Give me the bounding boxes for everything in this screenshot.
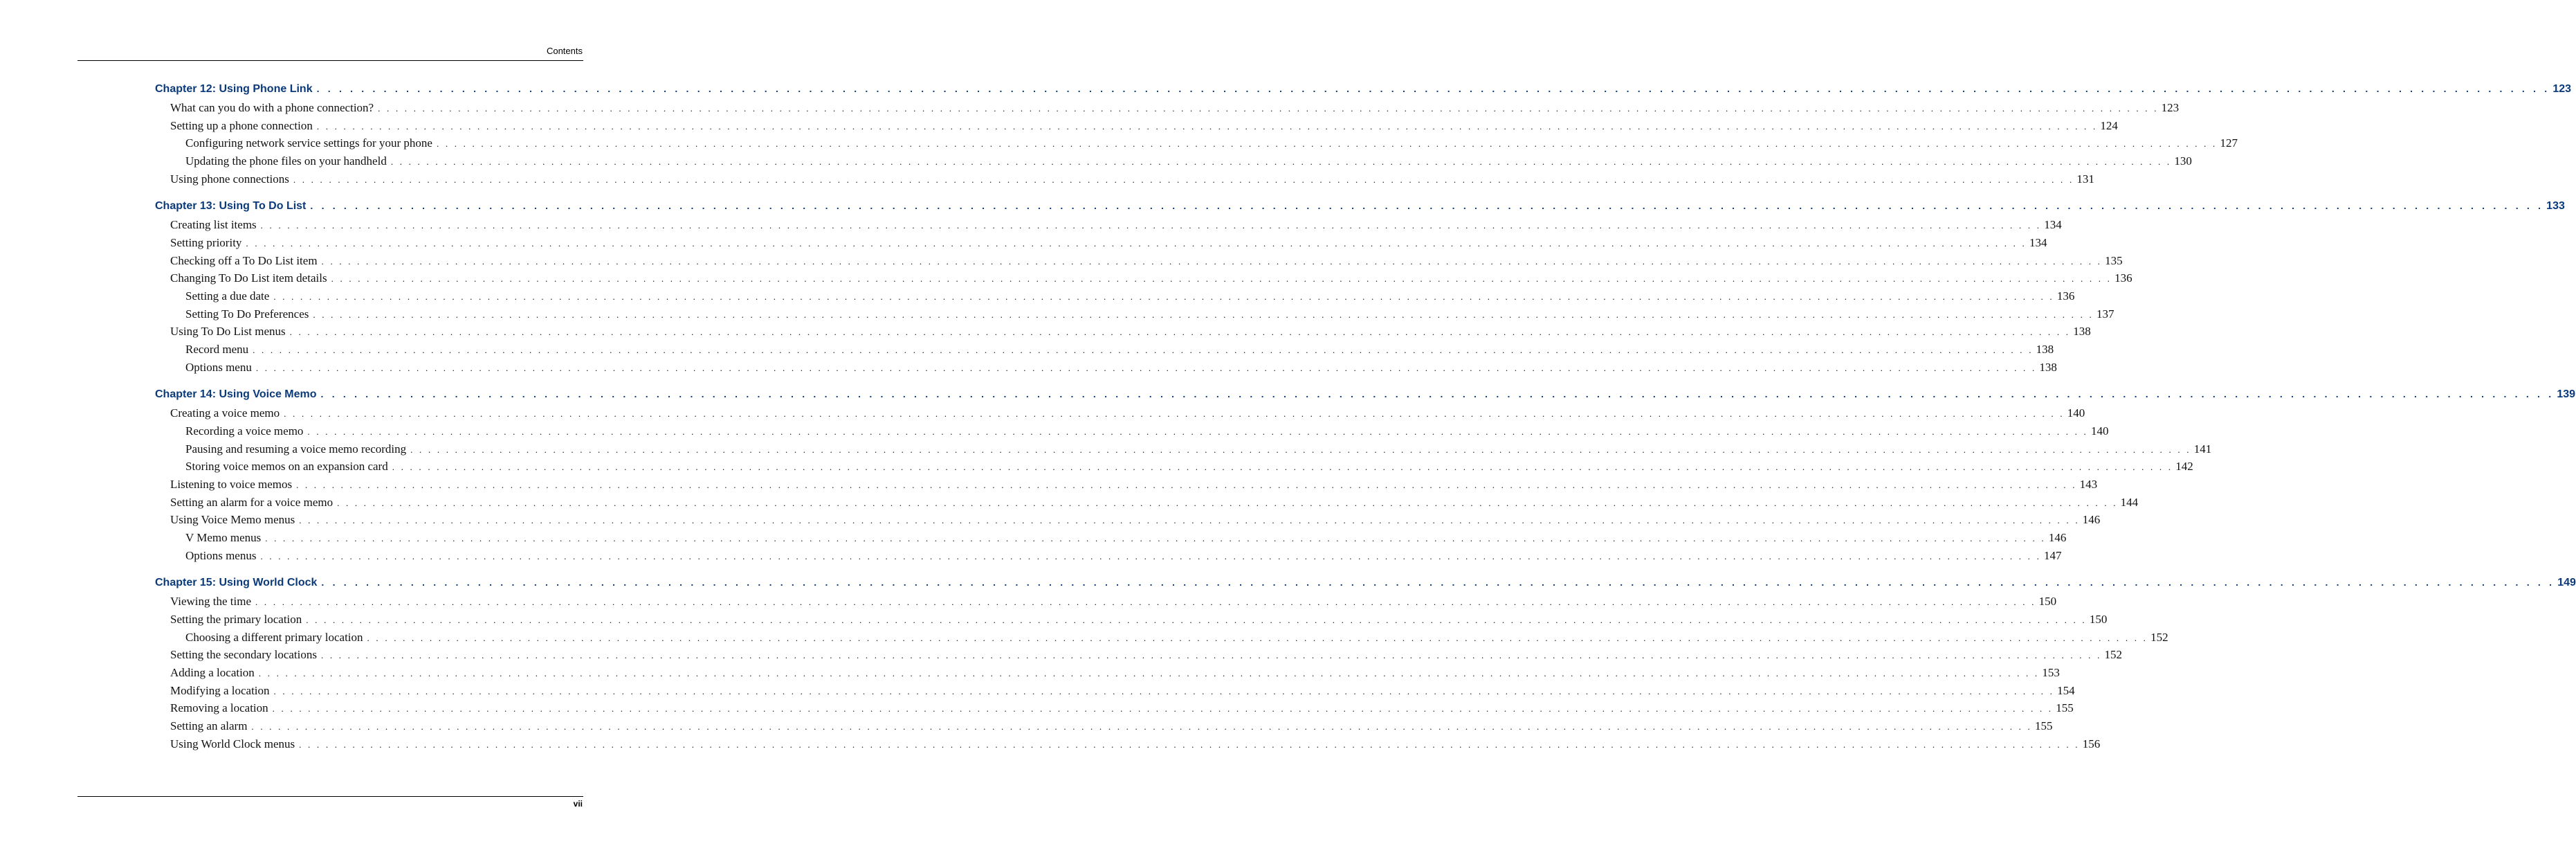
toc-entry-page: 142 (2175, 460, 2193, 473)
toc-entry-title: Using To Do List menus (170, 325, 286, 338)
toc-entry[interactable] (170, 719, 2053, 735)
toc-entry[interactable] (170, 236, 2047, 251)
toc-entry-title: Storing voice memos on an expansion card (185, 460, 388, 473)
toc-entry-title: Setting To Do Preferences (185, 307, 309, 321)
dot-leader: . . . . . . . . . . . . . . . . . . . . . . . . . . . . . . . . . . . . . . . . . . . . . . . . . . . . . . . . . . . . . . . . . . . . . . . . . . . . . . . . . . . . . . . . . . . . . . . . . . . . . . . . . . . . . . . . . . . . . . . . . . . . . . . . . . . . . . . . . . . . . . . . . . . . . . . . . . . . . . . . . . . . . . . . . . . . . . . . . . . . . . . . . . . . . . . . . . . . . . . . (320, 650, 2102, 660)
toc-entry-page: 135 (2105, 254, 2123, 267)
toc-entry-page: 140 (2090, 424, 2109, 438)
toc-entry[interactable] (185, 424, 2109, 440)
dot-leader: . . . . . . . . . . . . . . . . . . . . . . . . . . . . . . . . . . . . . . . . . . . . . . . . . . . . . . . . . . . . . . . . . . . . . . . . . . . . . . . . . . . . . . . . . . . . . . . . . . . . . . . . . . . . . . . . . . . . . . . . . . . . . . . . . . . . . . . . . . . . . . . . . . . . . . . . . . . . . . . . . . . . . . . . . . . . . . . . . . . . . . . . . . . . . . . . . . . . . . . . (251, 721, 2032, 732)
toc-entry-page: 144 (2120, 496, 2139, 509)
page-number: vii (573, 799, 583, 809)
toc-entry-page: 134 (2029, 236, 2047, 249)
dot-leader: . . . . . . . . . . . . . . . . . . . . . . . . . . . . . . . . . . . . . . . . . . . . . . . . . . . . . . . . . . . . . . . . . . . . . . . . . . . . . . . . . . . . . . . . . . . . . . . . . . . . . . . . . . . . . . . . . . . . . . . . . . . . . . . . . . . . . . . . . . . . . . . . . . . . . . . . . . . . . . . . . . . . . . . . . . . . . . . . . . . . . . . . . . . . . . . . . . . . . . . . (260, 551, 2042, 561)
toc-entry-page: 136 (2056, 289, 2075, 303)
toc-entry-page: 152 (2150, 631, 2168, 644)
toc-entry[interactable] (170, 101, 2180, 116)
toc-entry-title: Adding a location (170, 666, 255, 679)
toc-entry[interactable] (170, 613, 2108, 628)
toc-entry-page: 149 (2557, 577, 2576, 588)
toc-entry-title: Chapter 14: Using Voice Memo (155, 388, 317, 400)
toc-entry[interactable] (170, 648, 2123, 663)
dot-leader: . . . . . . . . . . . . . . . . . . . . . . . . . . . . . . . . . . . . . . . . . . . . . . . . . . . . . . . . . . . . . . . . . . . . . . . . . . . . . . . . . . . . . . . . . . . . . . . . . . . . . . . . . . . . . . . . . . . . . . . . . . . . . . . . . . . . . . . . . . . . . . . . . . . . . . . . . . . . . . . . . . . . . . . . . . . . . . . . . . . . . . . . . . . . . . . . . . . . . . . . (272, 703, 2054, 714)
toc-entry[interactable] (185, 136, 2238, 152)
toc-chapter-entry[interactable] (155, 200, 2565, 215)
toc-entry[interactable] (185, 343, 2054, 358)
toc-entry-page: 155 (2034, 719, 2053, 732)
dot-leader: . . . . . . . . . . . . . . . . . . . . . . . . . . . . . . . . . . . . . . . . . . . . . . . . . . . . . . . . . . . . . . . . . . . . . . . . . . . . . . . . . . . . . . . . . . . . . . . . . . . . . . . . . . . . . . . . . . . . . . . . . . . . . . . . . . . . . . . . . . . . . . . . . . . . . . . . . . . . . . . . . . . . . . . . . . . . . . . . . . . . . . . . . . . . . . . . . . . . . . . . (316, 83, 2550, 94)
toc-chapter-entry[interactable] (155, 577, 2576, 592)
toc-entry[interactable] (170, 496, 2139, 511)
dot-leader: . . . . . . . . . . . . . . . . . . . . . . . . . . . . . . . . . . . . . . . . . . . . . . . . . . . . . . . . . . . . . . . . . . . . . . . . . . . . . . . . . . . . . . . . . . . . . . . . . . . . . . . . . . . . . . . . . . . . . . . . . . . . . . . . . . . . . . . . . . . . . . . . . . . . . . . . . . . . . . . . . . . . . . . . . . . . . . . . . . . . . . . . . . . . . . . . . . . . . . . . (410, 444, 2191, 455)
dot-leader: . . . . . . . . . . . . . . . . . . . . . . . . . . . . . . . . . . . . . . . . . . . . . . . . . . . . . . . . . . . . . . . . . . . . . . . . . . . . . . . . . . . . . . . . . . . . . . . . . . . . . . . . . . . . . . . . . . . . . . . . . . . . . . . . . . . . . . . . . . . . . . . . . . . . . . . . . . . . . . . . . . . . . . . . . . . . . . . . . . . . . . . . . . . . . . . . . . . . . . . . (255, 597, 2036, 607)
dot-leader: . . . . . . . . . . . . . . . . . . . . . . . . . . . . . . . . . . . . . . . . . . . . . . . . . . . . . . . . . . . . . . . . . . . . . . . . . . . . . . . . . . . . . . . . . . . . . . . . . . . . . . . . . . . . . . . . . . . . . . . . . . . . . . . . . . . . . . . . . . . . . . . . . . . . . . . . . . . . . . . . . . . . . . . . . . . . . . . . . . . . . . . . . . . . . . . . . . . . . . . . (367, 633, 2148, 643)
dot-leader: . . . . . . . . . . . . . . . . . . . . . . . . . . . . . . . . . . . . . . . . . . . . . . . . . . . . . . . . . . . . . . . . . . . . . . . . . . . . . . . . . . . . . . . . . . . . . . . . . . . . . . . . . . . . . . . . . . . . . . . . . . . . . . . . . . . . . . . . . . . . . . . . . . . . . . . . . . . . . . . . . . . . . . . . . . . . . . . . . . . . . . . . . . . . . . . . . . . . . . . . (296, 480, 2077, 490)
toc-entry-page: 143 (2079, 478, 2098, 491)
toc-entry-page: 138 (2039, 361, 2057, 374)
toc-chapter-entry[interactable] (155, 83, 2572, 98)
dot-leader: . . . . . . . . . . . . . . . . . . . . . . . . . . . . . . . . . . . . . . . . . . . . . . . . . . . . . . . . . . . . . . . . . . . . . . . . . . . . . . . . . . . . . . . . . . . . . . . . . . . . . . . . . . . . . . . . . . . . . . . . . . . . . . . . . . . . . . . . . . . . . . . . . . . . . . . . . . . . . . . . . . . . . . . . . . . . . . . . . . . . . . . . . . . . . . . . . . . . . . . . (265, 533, 2046, 543)
dot-leader: . . . . . . . . . . . . . . . . . . . . . . . . . . . . . . . . . . . . . . . . . . . . . . . . . . . . . . . . . . . . . . . . . . . . . . . . . . . . . . . . . . . . . . . . . . . . . . . . . . . . . . . . . . . . . . . . . . . . . . . . . . . . . . . . . . . . . . . . . . . . . . . . . . . . . . . . . . . . . . . . . . . . . . . . . . . . . . . . . . . . . . . . . . . . . . . . . . . . . . . . (273, 291, 2054, 302)
dot-leader: . . . . . . . . . . . . . . . . . . . . . . . . . . . . . . . . . . . . . . . . . . . . . . . . . . . . . . . . . . . . . . . . . . . . . . . . . . . . . . . . . . . . . . . . . . . . . . . . . . . . . . . . . . . . . . . . . . . . . . . . . . . . . . . . . . . . . . . . . . . . . . . . . . . . . . . . . . . . . . . . . . . . . . . . . . . . . . . . . . . . . . . . . . . . . . . . . . . . . . . . (313, 309, 2094, 320)
dot-leader: . . . . . . . . . . . . . . . . . . . . . . . . . . . . . . . . . . . . . . . . . . . . . . . . . . . . . . . . . . . . . . . . . . . . . . . . . . . . . . . . . . . . . . . . . . . . . . . . . . . . . . . . . . . . . . . . . . . . . . . . . . . . . . . . . . . . . . . . . . . . . . . . . . . . . . . . . . . . . . . . . . . . . . . . . . . . . . . . . . . . . . . . . . . . . . . . . . . . . . . . (378, 103, 2159, 114)
toc-entry-title: Setting an alarm (170, 719, 248, 732)
toc-chapter-entry[interactable] (155, 388, 2576, 404)
toc-entry-page: 130 (2174, 154, 2192, 168)
toc-entry-page: 123 (2161, 101, 2180, 114)
toc-entry-title: Options menu (185, 361, 252, 374)
toc-entry-page: 139 (2557, 388, 2576, 400)
toc-entry-page: 124 (2100, 119, 2118, 132)
toc-entry-page: 154 (2057, 684, 2075, 697)
toc-entry-page: 156 (2082, 737, 2101, 750)
toc-entry-page: 146 (2082, 513, 2101, 526)
dot-leader: . . . . . . . . . . . . . . . . . . . . . . . . . . . . . . . . . . . . . . . . . . . . . . . . . . . . . . . . . . . . . . . . . . . . . . . . . . . . . . . . . . . . . . . . . . . . . . . . . . . . . . . . . . . . . . . . . . . . . . . . . . . . . . . . . . . . . . . . . . . . . . . . . . . . . . . . . . . . . . . . . . . . . . . . . . . . . . . . . . . . . . . . . . . . . . . . . . . . . . . . (436, 138, 2218, 149)
toc-entry-page: 150 (2038, 595, 2057, 608)
dot-leader: . . . . . . . . . . . . . . . . . . . . . . . . . . . . . . . . . . . . . . . . . . . . . . . . . . . . . . . . . . . . . . . . . . . . . . . . . . . . . . . . . . . . . . . . . . . . . . . . . . . . . . . . . . . . . . . . . . . . . . . . . . . . . . . . . . . . . . . . . . . . . . . . . . . . . . . . . . . . . . . . . . . . . . . . . . . . . . . . . . . . . . . . . . . . . . . . . . . . . . . . (289, 327, 2071, 337)
toc-entry-title: Listening to voice memos (170, 478, 293, 491)
dot-leader: . . . . . . . . . . . . . . . . . . . . . . . . . . . . . . . . . . . . . . . . . . . . . . . . . . . . . . . . . . . . . . . . . . . . . . . . . . . . . . . . . . . . . . . . . . . . . . . . . . . . . . . . . . . . . . . . . . . . . . . . . . . . . . . . . . . . . . . . . . . . . . . . . . . . . . . . . . . . . . . . . . . . . . . . . . . . . . . . . . . . . . . . . . . . . . . . . . . . . . . . (392, 462, 2173, 472)
toc-entry-title: Setting an alarm for a voice memo (170, 496, 334, 509)
dot-leader: . . . . . . . . . . . . . . . . . . . . . . . . . . . . . . . . . . . . . . . . . . . . . . . . . . . . . . . . . . . . . . . . . . . . . . . . . . . . . . . . . . . . . . . . . . . . . . . . . . . . . . . . . . . . . . . . . . . . . . . . . . . . . . . . . . . . . . . . . . . . . . . . . . . . . . . . . . . . . . . . . . . . . . . . . . . . . . . . . . . . . . . . . . . . . . . . . . . . . . . . (260, 220, 2042, 231)
toc-entry[interactable] (170, 406, 2085, 422)
toc-entry[interactable] (185, 361, 2057, 376)
toc-entry[interactable] (185, 307, 2114, 323)
toc-entry-title: Chapter 13: Using To Do List (155, 200, 307, 212)
toc-entry[interactable] (185, 549, 2062, 564)
toc-entry[interactable] (185, 460, 2193, 475)
dot-leader: . . . . . . . . . . . . . . . . . . . . . . . . . . . . . . . . . . . . . . . . . . . . . . . . . . . . . . . . . . . . . . . . . . . . . . . . . . . . . . . . . . . . . . . . . . . . . . . . . . . . . . . . . . . . . . . . . . . . . . . . . . . . . . . . . . . . . . . . . . . . . . . . . . . . . . . . . . . . . . . . . . . . . . . . . . . . . . . . . . . . . . . . . . . . . . . . . . . . . . . . (273, 686, 2055, 696)
toc-entry-title: Pausing and resuming a voice memo recording (185, 442, 407, 456)
footer-rule (77, 796, 583, 797)
toc-entry[interactable] (170, 271, 2132, 287)
toc-entry-page: 133 (2546, 200, 2565, 212)
toc-entry[interactable] (185, 531, 2067, 546)
toc-entry-title: Chapter 12: Using Phone Link (155, 83, 313, 95)
toc-entry-title: Updating the phone files on your handheld (185, 154, 387, 168)
toc-entry-page: 153 (2042, 666, 2060, 679)
toc-entry-page: 131 (2076, 172, 2094, 186)
toc-entry-title: Viewing the time (170, 595, 252, 608)
toc-entry[interactable] (170, 684, 2075, 699)
toc-entry-page: 155 (2056, 701, 2074, 714)
toc-entry-page: 150 (2089, 613, 2108, 626)
toc-entry-title: Setting up a phone connection (170, 119, 313, 132)
toc-entry-title: Setting the secondary locations (170, 648, 317, 661)
header-rule (77, 60, 583, 61)
dot-leader: . . . . . . . . . . . . . . . . . . . . . . . . . . . . . . . . . . . . . . . . . . . . . . . . . . . . . . . . . . . . . . . . . . . . . . . . . . . . . . . . . . . . . . . . . . . . . . . . . . . . . . . . . . . . . . . . . . . . . . . . . . . . . . . . . . . . . . . . . . . . . . . . . . . . . . . . . . . . . . . . . . . . . . . . . . . . . . . . . . . . . . . . . . . . . . . . . . . . . . . . (331, 273, 2112, 284)
dot-leader: . . . . . . . . . . . . . . . . . . . . . . . . . . . . . . . . . . . . . . . . . . . . . . . . . . . . . . . . . . . . . . . . . . . . . . . . . . . . . . . . . . . . . . . . . . . . . . . . . . . . . . . . . . . . . . . . . . . . . . . . . . . . . . . . . . . . . . . . . . . . . . . . . . . . . . . . . . . . . . . . . . . . . . . . . . . . . . . . . . . . . . . . . . . . . . . . . . . . . . . . (253, 345, 2034, 355)
dot-leader: . . . . . . . . . . . . . . . . . . . . . . . . . . . . . . . . . . . . . . . . . . . . . . . . . . . . . . . . . . . . . . . . . . . . . . . . . . . . . . . . . . . . . . . . . . . . . . . . . . . . . . . . . . . . . . . . . . . . . . . . . . . . . . . . . . . . . . . . . . . . . . . . . . . . . . . . . . . . . . . . . . . . . . . . . . . . . . . . . . . . . . . . . . . . . . . . . . . . . . . . (310, 200, 2544, 211)
toc-entry-title: Checking off a To Do List item (170, 254, 318, 267)
toc-entry[interactable] (170, 595, 2057, 610)
dot-leader: . . . . . . . . . . . . . . . . . . . . . . . . . . . . . . . . . . . . . . . . . . . . . . . . . . . . . . . . . . . . . . . . . . . . . . . . . . . . . . . . . . . . . . . . . . . . . . . . . . . . . . . . . . . . . . . . . . . . . . . . . . . . . . . . . . . . . . . . . . . . . . . . . . . . . . . . . . . . . . . . . . . . . . . . . . . . . . . . . . . . . . . . . . . . . . . . . . . . . . . . (307, 426, 2088, 437)
dot-leader: . . . . . . . . . . . . . . . . . . . . . . . . . . . . . . . . . . . . . . . . . . . . . . . . . . . . . . . . . . . . . . . . . . . . . . . . . . . . . . . . . . . . . . . . . . . . . . . . . . . . . . . . . . . . . . . . . . . . . . . . . . . . . . . . . . . . . . . . . . . . . . . . . . . . . . . . . . . . . . . . . . . . . . . . . . . . . . . . . . . . . . . . . . . . . . . . . . . . . . . . (293, 174, 2074, 185)
toc-entry-title: Chapter 15: Using World Clock (155, 577, 318, 588)
toc-entry[interactable] (170, 701, 2074, 717)
toc-entry-title: Choosing a different primary location (185, 631, 363, 644)
toc-entry-title: Setting a due date (185, 289, 270, 303)
toc-entry-title: Options menus (185, 549, 257, 562)
toc-entry-title: Using World Clock menus (170, 737, 295, 750)
toc-entry-page: 136 (2114, 271, 2132, 285)
toc-entry[interactable] (170, 737, 2101, 753)
dot-leader: . . . . . . . . . . . . . . . . . . . . . . . . . . . . . . . . . . . . . . . . . . . . . . . . . . . . . . . . . . . . . . . . . . . . . . . . . . . . . . . . . . . . . . . . . . . . . . . . . . . . . . . . . . . . . . . . . . . . . . . . . . . . . . . . . . . . . . . . . . . . . . . . . . . . . . . . . . . . . . . . . . . . . . . . . . . . . . . . . . . . . . . . . . . . . . . . . . . . . . . . (320, 388, 2555, 399)
dot-leader: . . . . . . . . . . . . . . . . . . . . . . . . . . . . . . . . . . . . . . . . . . . . . . . . . . . . . . . . . . . . . . . . . . . . . . . . . . . . . . . . . . . . . . . . . . . . . . . . . . . . . . . . . . . . . . . . . . . . . . . . . . . . . . . . . . . . . . . . . . . . . . . . . . . . . . . . . . . . . . . . . . . . . . . . . . . . . . . . . . . . . . . . . . . . . . . . . . . . . . . . (258, 668, 2040, 678)
toc-entry-page: 127 (2220, 136, 2238, 150)
toc-entry[interactable] (185, 154, 2192, 170)
toc-entry-title: Using Voice Memo menus (170, 513, 295, 526)
toc-entry-title: Setting priority (170, 236, 242, 249)
toc-entry[interactable] (170, 666, 2060, 681)
dot-leader: . . . . . . . . . . . . . . . . . . . . . . . . . . . . . . . . . . . . . . . . . . . . . . . . . . . . . . . . . . . . . . . . . . . . . . . . . . . . . . . . . . . . . . . . . . . . . . . . . . . . . . . . . . . . . . . . . . . . . . . . . . . . . . . . . . . . . . . . . . . . . . . . . . . . . . . . . . . . . . . . . . . . . . . . . . . . . . . . . . . . . . . . . . . . . . . . . . . . . . . . (337, 498, 2118, 508)
toc-entry[interactable] (185, 442, 2212, 458)
dot-leader: . . . . . . . . . . . . . . . . . . . . . . . . . . . . . . . . . . . . . . . . . . . . . . . . . . . . . . . . . . . . . . . . . . . . . . . . . . . . . . . . . . . . . . . . . . . . . . . . . . . . . . . . . . . . . . . . . . . . . . . . . . . . . . . . . . . . . . . . . . . . . . . . . . . . . . . . . . . . . . . . . . . . . . . . . . . . . . . . . . . . . . . . . . . . . . . . . . . . . . . . (316, 121, 2098, 132)
toc-entry-title: Configuring network service settings for your phone (185, 136, 432, 150)
toc-entry[interactable] (170, 513, 2101, 528)
toc-entry-title: Recording a voice memo (185, 424, 304, 438)
dot-leader: . . . . . . . . . . . . . . . . . . . . . . . . . . . . . . . . . . . . . . . . . . . . . . . . . . . . . . . . . . . . . . . . . . . . . . . . . . . . . . . . . . . . . . . . . . . . . . . . . . . . . . . . . . . . . . . . . . . . . . . . . . . . . . . . . . . . . . . . . . . . . . . . . . . . . . . . . . . . . . . . . . . . . . . . . . . . . . . . . . . . . . . . . . . . . . . . . . . . . . . . (299, 739, 2080, 750)
toc-entry-page: 123 (2552, 83, 2572, 95)
toc-entry-title: Creating list items (170, 218, 257, 231)
dot-leader: . . . . . . . . . . . . . . . . . . . . . . . . . . . . . . . . . . . . . . . . . . . . . . . . . . . . . . . . . . . . . . . . . . . . . . . . . . . . . . . . . . . . . . . . . . . . . . . . . . . . . . . . . . . . . . . . . . . . . . . . . . . . . . . . . . . . . . . . . . . . . . . . . . . . . . . . . . . . . . . . . . . . . . . . . . . . . . . . . . . . . . . . . . . . . . . . . . . . . . . . (306, 615, 2087, 625)
toc-entry[interactable] (170, 325, 2091, 340)
toc-entry-title: Modifying a location (170, 684, 270, 697)
toc-entry-page: 137 (2096, 307, 2114, 321)
toc-entry-title: Setting the primary location (170, 613, 302, 626)
toc-entry-title: What can you do with a phone connection? (170, 101, 374, 114)
dot-leader: . . . . . . . . . . . . . . . . . . . . . . . . . . . . . . . . . . . . . . . . . . . . . . . . . . . . . . . . . . . . . . . . . . . . . . . . . . . . . . . . . . . . . . . . . . . . . . . . . . . . . . . . . . . . . . . . . . . . . . . . . . . . . . . . . . . . . . . . . . . . . . . . . . . . . . . . . . . . . . . . . . . . . . . . . . . . . . . . . . . . . . . . . . . . . . . . . . . . . . . . (284, 408, 2065, 419)
toc-entry[interactable] (170, 172, 2094, 188)
toc-entry-page: 138 (2036, 343, 2054, 356)
toc-entry[interactable] (170, 119, 2118, 134)
toc-entry[interactable] (185, 289, 2075, 305)
toc-entry[interactable] (170, 218, 2062, 233)
dot-leader: . . . . . . . . . . . . . . . . . . . . . . . . . . . . . . . . . . . . . . . . . . . . . . . . . . . . . . . . . . . . . . . . . . . . . . . . . . . . . . . . . . . . . . . . . . . . . . . . . . . . . . . . . . . . . . . . . . . . . . . . . . . . . . . . . . . . . . . . . . . . . . . . . . . . . . . . . . . . . . . . . . . . . . . . . . . . . . . . . . . . . . . . . . . . . . . . . . . . . . . . (255, 363, 2037, 373)
toc-entry-page: 147 (2044, 549, 2062, 562)
dot-leader: . . . . . . . . . . . . . . . . . . . . . . . . . . . . . . . . . . . . . . . . . . . . . . . . . . . . . . . . . . . . . . . . . . . . . . . . . . . . . . . . . . . . . . . . . . . . . . . . . . . . . . . . . . . . . . . . . . . . . . . . . . . . . . . . . . . . . . . . . . . . . . . . . . . . . . . . . . . . . . . . . . . . . . . . . . . . . . . . . . . . . . . . . . . . . . . . . . . . . . . . (299, 515, 2080, 525)
toc-entry-title: Creating a voice memo (170, 406, 280, 420)
toc-entry-title: V Memo menus (185, 531, 262, 544)
toc-entry-page: 146 (2048, 531, 2067, 544)
toc-entry-title: Record menu (185, 343, 249, 356)
toc-entry-page: 140 (2067, 406, 2085, 420)
toc-entry[interactable] (185, 631, 2168, 646)
toc-entry[interactable] (170, 254, 2123, 269)
toc-entry-page: 134 (2044, 218, 2062, 231)
running-header: Contents (546, 46, 583, 56)
toc-entry-title: Removing a location (170, 701, 268, 714)
toc-entry-page: 152 (2104, 648, 2123, 661)
dot-leader: . . . . . . . . . . . . . . . . . . . . . . . . . . . . . . . . . . . . . . . . . . . . . . . . . . . . . . . . . . . . . . . . . . . . . . . . . . . . . . . . . . . . . . . . . . . . . . . . . . . . . . . . . . . . . . . . . . . . . . . . . . . . . . . . . . . . . . . . . . . . . . . . . . . . . . . . . . . . . . . . . . . . . . . . . . . . . . . . . . . . . . . . . . . . . . . . . . . . . . . . (321, 577, 2555, 588)
toc-entry-page: 141 (2193, 442, 2212, 456)
toc-entry-title: Using phone connections (170, 172, 289, 186)
dot-leader: . . . . . . . . . . . . . . . . . . . . . . . . . . . . . . . . . . . . . . . . . . . . . . . . . . . . . . . . . . . . . . . . . . . . . . . . . . . . . . . . . . . . . . . . . . . . . . . . . . . . . . . . . . . . . . . . . . . . . . . . . . . . . . . . . . . . . . . . . . . . . . . . . . . . . . . . . . . . . . . . . . . . . . . . . . . . . . . . . . . . . . . . . . . . . . . . . . . . . . . . (321, 256, 2103, 267)
toc-entry-page: 138 (2073, 325, 2091, 338)
toc-entry-title: Changing To Do List item details (170, 271, 327, 285)
toc-entry[interactable] (170, 478, 2098, 493)
dot-leader: . . . . . . . . . . . . . . . . . . . . . . . . . . . . . . . . . . . . . . . . . . . . . . . . . . . . . . . . . . . . . . . . . . . . . . . . . . . . . . . . . . . . . . . . . . . . . . . . . . . . . . . . . . . . . . . . . . . . . . . . . . . . . . . . . . . . . . . . . . . . . . . . . . . . . . . . . . . . . . . . . . . . . . . . . . . . . . . . . . . . . . . . . . . . . . . . . . . . . . . . (246, 238, 2027, 249)
dot-leader: . . . . . . . . . . . . . . . . . . . . . . . . . . . . . . . . . . . . . . . . . . . . . . . . . . . . . . . . . . . . . . . . . . . . . . . . . . . . . . . . . . . . . . . . . . . . . . . . . . . . . . . . . . . . . . . . . . . . . . . . . . . . . . . . . . . . . . . . . . . . . . . . . . . . . . . . . . . . . . . . . . . . . . . . . . . . . . . . . . . . . . . . . . . . . . . . . . . . . . . . (390, 156, 2172, 167)
